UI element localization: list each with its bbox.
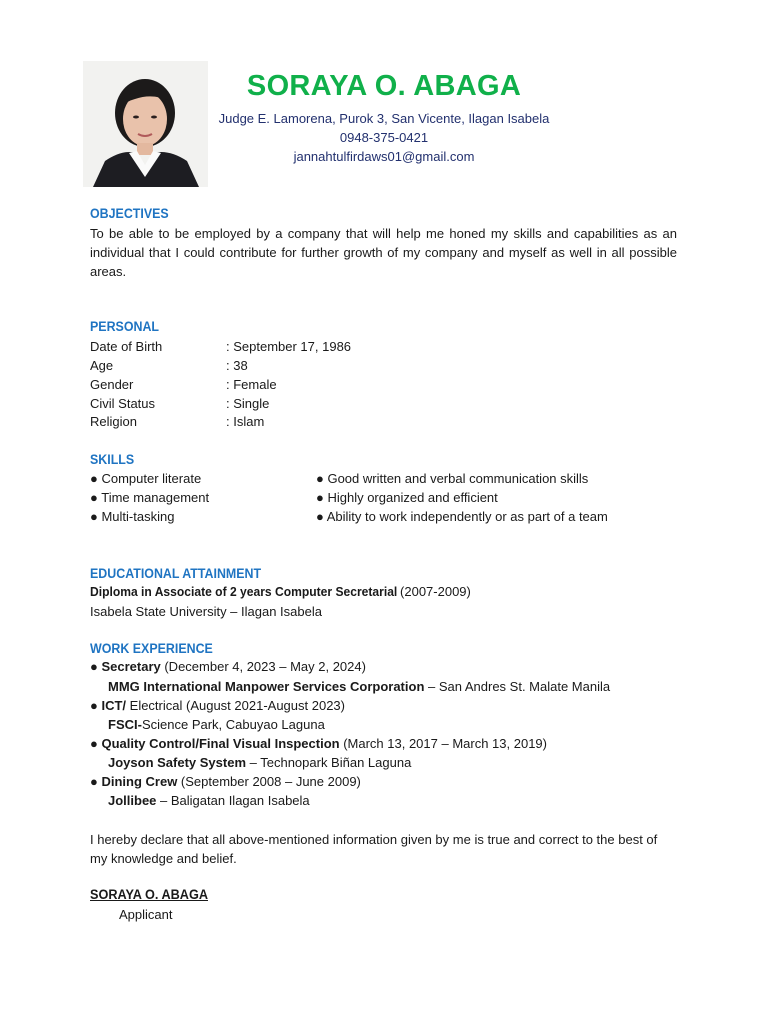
job-location: Science Park, Cabuyao Laguna bbox=[141, 717, 325, 732]
applicant-name: SORAYA O. ABAGA bbox=[246, 70, 522, 102]
job-location: – Baligatan Ilagan Isabela bbox=[156, 793, 310, 808]
personal-value: : Single bbox=[226, 396, 270, 411]
personal-value: : 38 bbox=[226, 358, 248, 373]
job-company-line bbox=[108, 717, 325, 732]
personal-label: Gender bbox=[90, 377, 134, 392]
objectives-text: To be able to be employed by a company that will help me honed my skills and capabilities as an individual that I could contribute for further growth of my company and myself as well in all possible areas. bbox=[90, 226, 677, 279]
portrait-image bbox=[83, 61, 208, 187]
job-dates: (December 4, 2023 – May 2, 2024) bbox=[160, 659, 366, 674]
personal-label: Religion bbox=[90, 414, 137, 429]
skill-item: ● Good written and verbal communication skills bbox=[316, 471, 589, 486]
education-heading: EDUCATIONAL ATTAINMENT bbox=[90, 566, 262, 581]
job-title: ● Secretary bbox=[90, 659, 161, 674]
job-title-line bbox=[90, 736, 547, 751]
skill-item: ● Time management bbox=[90, 490, 210, 505]
job-company-line bbox=[108, 755, 411, 770]
email-address: jannahtulfirdaws01@gmail.com bbox=[293, 149, 475, 164]
job-title-line bbox=[90, 774, 361, 789]
address: Judge E. Lamorena, Purok 3, San Vicente, Ilagan Isabela bbox=[218, 111, 550, 126]
job-dates: (March 13, 2017 – March 13, 2019) bbox=[339, 736, 547, 751]
phone-number: 0948-375-0421 bbox=[339, 130, 429, 145]
job-title: ● Dining Crew bbox=[90, 774, 178, 789]
job-title: ● Quality Control/Final Visual Inspection bbox=[90, 736, 340, 751]
job-location: – San Andres St. Malate Manila bbox=[424, 679, 611, 694]
personal-value: : Female bbox=[226, 377, 277, 392]
personal-heading: PERSONAL bbox=[90, 319, 160, 334]
job-company: Joyson Safety System bbox=[108, 755, 247, 770]
degree-years: (2007-2009) bbox=[396, 584, 471, 599]
job-company-line bbox=[108, 679, 610, 694]
job-dates: Electrical (August 2021-August 2023) bbox=[126, 698, 345, 713]
work-heading: WORK EXPERIENCE bbox=[90, 641, 213, 656]
signature-role: Applicant bbox=[119, 907, 173, 922]
education-degree-line bbox=[90, 584, 471, 599]
skill-item: ● Computer literate bbox=[90, 471, 202, 486]
personal-label: Civil Status bbox=[90, 396, 156, 411]
job-title: ● ICT/ bbox=[90, 698, 127, 713]
job-company: Jollibee bbox=[108, 793, 157, 808]
signature-name: SORAYA O. ABAGA bbox=[90, 887, 208, 902]
degree-title: Diploma in Associate of 2 years Computer Secretarial bbox=[90, 584, 398, 599]
declaration-text: I hereby declare that all above-mentioned information given by me is true and correct to the best of my knowledge and belief. bbox=[90, 832, 658, 866]
personal-label: Date of Birth bbox=[90, 339, 163, 354]
applicant-photo bbox=[83, 61, 208, 187]
job-title-line bbox=[90, 698, 345, 713]
job-company: FSCI- bbox=[108, 717, 142, 732]
skill-item: ● Multi-tasking bbox=[90, 509, 175, 524]
job-title-line bbox=[90, 659, 366, 674]
personal-value: : Islam bbox=[226, 414, 265, 429]
job-company-line bbox=[108, 793, 310, 808]
objectives-heading: OBJECTIVES bbox=[90, 206, 169, 221]
skill-item: ● Highly organized and efficient bbox=[316, 490, 498, 505]
job-location: – Technopark Biñan Laguna bbox=[246, 755, 412, 770]
job-company: MMG International Manpower Services Corporation bbox=[108, 679, 425, 694]
personal-value: : September 17, 1986 bbox=[226, 339, 352, 354]
skills-heading: SKILLS bbox=[90, 452, 135, 467]
personal-label: Age bbox=[90, 358, 114, 373]
skill-item: ● Ability to work independently or as part of a team bbox=[316, 509, 608, 524]
job-dates: (September 2008 – June 2009) bbox=[177, 774, 361, 789]
school-name: Isabela State University – Ilagan Isabela bbox=[90, 604, 322, 619]
